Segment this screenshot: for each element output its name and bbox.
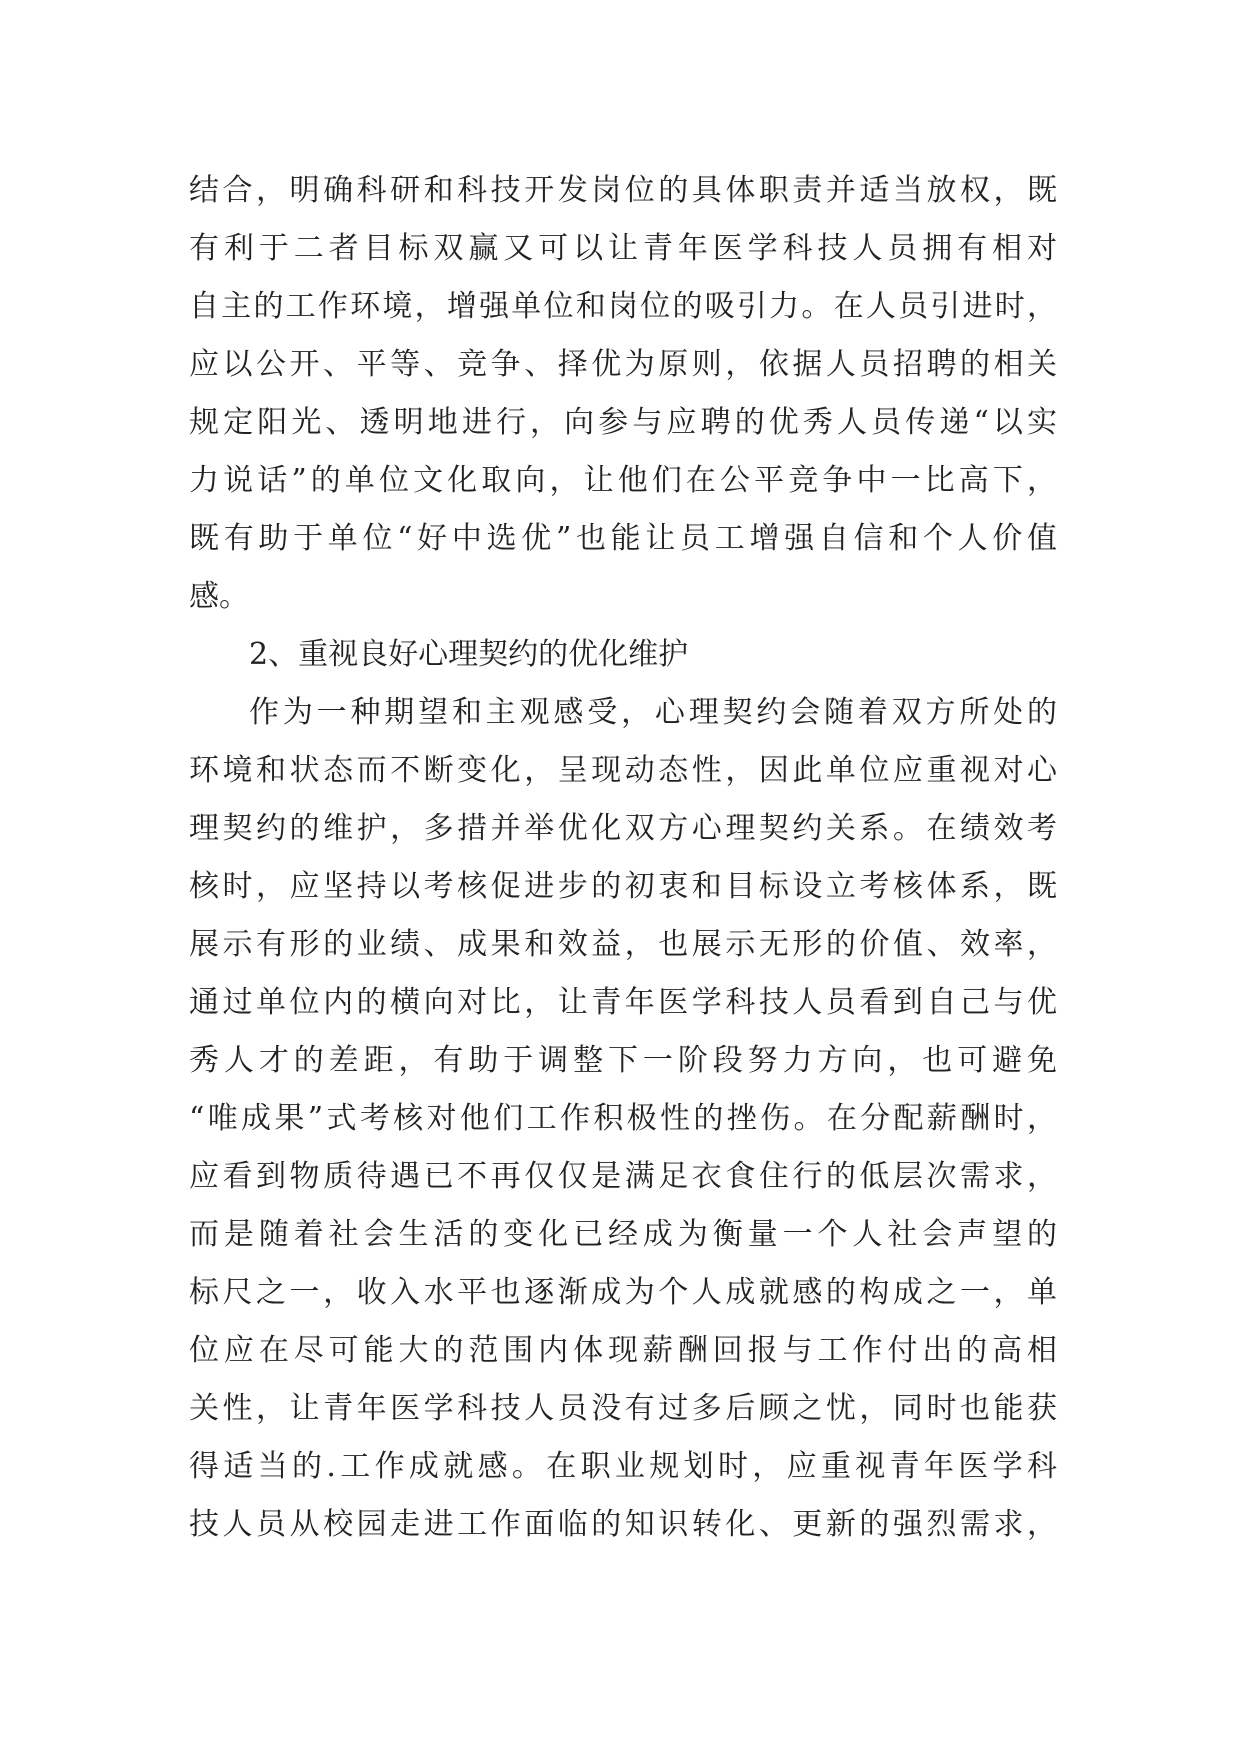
paragraph-line: 作为一种期望和主观感受，心理契约会随着双方所处的: [249, 695, 1057, 730]
paragraph-line: 结合，明确科研和科技开发岗位的具体职责并适当放权，既: [189, 173, 1057, 208]
paragraph-line: 力说话”的单位文化取向，让他们在公平竞争中一比高下，: [189, 463, 1057, 498]
paragraph-line: 有利于二者目标双赢又可以让青年医学科技人员拥有相对: [189, 231, 1057, 266]
paragraph-line: 应以公开、平等、竞争、择优为原则，依据人员招聘的相关: [189, 347, 1057, 382]
paragraph-line: 展示有形的业绩、成果和效益，也展示无形的价值、效率，: [189, 927, 1057, 962]
paragraph-line: 关性，让青年医学科技人员没有过多后顾之忧，同时也能获: [189, 1391, 1057, 1426]
paragraph-line: 位应在尽可能大的范围内体现薪酬回报与工作付出的高相: [189, 1333, 1057, 1368]
body-text: [189, 162, 1057, 1554]
paragraph-line: 应看到物质待遇已不再仅仅是满足衣食住行的低层次需求，: [189, 1159, 1057, 1194]
paragraph-line: 得适当的.工作成就感。在职业规划时，应重视青年医学科: [189, 1449, 1057, 1484]
paragraph-line: 技人员从校园走进工作面临的知识转化、更新的强烈需求，: [189, 1507, 1057, 1542]
paragraph-line: 核时，应坚持以考核促进步的初衷和目标设立考核体系，既: [189, 869, 1057, 904]
paragraph-line: 秀人才的差距，有助于调整下一阶段努力方向，也可避免: [189, 1043, 1057, 1078]
section-heading: 2、重视良好心理契约的优化维护: [249, 637, 689, 672]
paragraph-line: 既有助于单位“好中选优”也能让员工增强自信和个人价值: [189, 521, 1057, 556]
paragraph-line: 感。: [189, 579, 249, 614]
paragraph-line: 规定阳光、透明地进行，向参与应聘的优秀人员传递“以实: [189, 405, 1057, 440]
paragraph-line: 标尺之一，收入水平也逐渐成为个人成就感的构成之一，单: [189, 1275, 1057, 1310]
paragraph-line: 通过单位内的横向对比，让青年医学科技人员看到自己与优: [189, 985, 1057, 1020]
paragraph-line: “唯成果”式考核对他们工作积极性的挫伤。在分配薪酬时，: [189, 1101, 1057, 1136]
paragraph-line: 而是随着社会生活的变化已经成为衡量一个人社会声望的: [189, 1217, 1057, 1252]
paragraph-line: 环境和状态而不断变化，呈现动态性，因此单位应重视对心: [189, 753, 1057, 788]
paragraph-line: 自主的工作环境，增强单位和岗位的吸引力。在人员引进时，: [189, 289, 1057, 324]
paragraph-line: 理契约的维护，多措并举优化双方心理契约关系。在绩效考: [189, 811, 1057, 846]
